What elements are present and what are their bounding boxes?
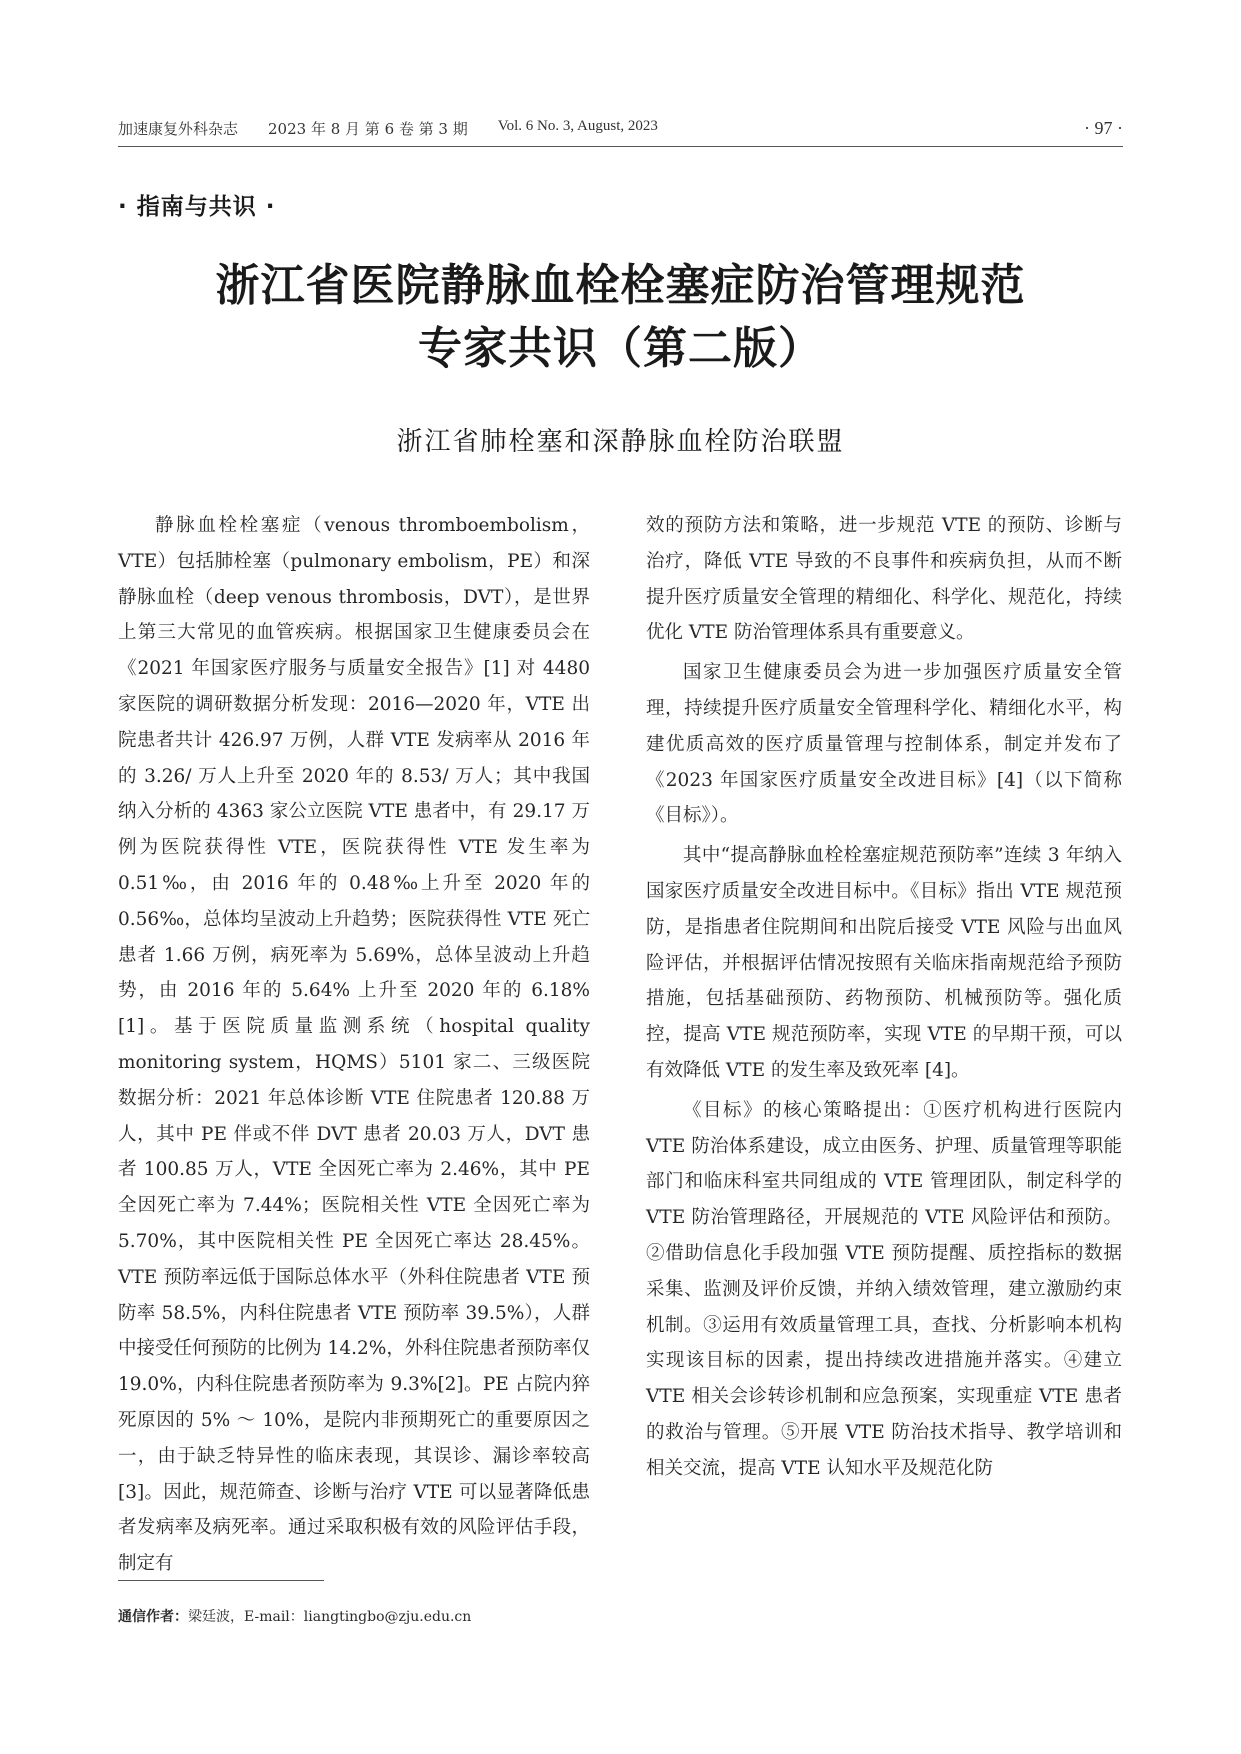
body-paragraph: 《目标》的核心策略提出：①医疗机构进行医院内 VTE 防治体系建设，成立由医务、护理、质量管理等职能部门和临床科室共同组成的 VTE 管理团队，制定科学的 VTE 防治管理路径，开展规范的 VTE 风险评估和预防。②借助信息化手段加强 VTE 预防提醒、质控指标的数据采集、监测及评价反馈，并纳入绩效管理，建立激励约束机制。③运用有效质量管理工具，查找、分析影响本机构实现该目标的因素，提出持续改进措施并落实。④建立 VTE 相关会诊转诊机制和应急预案，实现重症 VTE 患者的救治与管理。⑤开展 VTE 防治技术指导、教学培训和相关交流，提高 VTE 认知水平及规范化防 — [646, 1099, 1122, 1479]
article-title — [0, 254, 1241, 380]
right-column — [646, 508, 1122, 1487]
issue-date: 2023 年 8 月 第 6 卷 第 3 期 — [268, 120, 468, 138]
footnote — [118, 1606, 471, 1626]
running-header — [118, 118, 1123, 147]
section-label: · 指南与共识 · — [118, 194, 276, 220]
footnote-label: 通信作者： — [118, 1609, 188, 1625]
page-number: · 97 · — [1084, 118, 1123, 138]
author-line: 浙江省肺栓塞和深静脉血栓防治联盟 — [396, 427, 845, 457]
footnote-divider — [118, 1580, 324, 1581]
body-paragraph: 国家卫生健康委员会为进一步加强医疗质量安全管理，持续提升医疗质量安全管理科学化、精细化水平，构建优质高效的医疗质量管理与控制体系，制定并发布了《2023 年国家医疗质量安全改进目标》[4]（以下简称《目标》）。 — [646, 662, 1122, 827]
body-paragraph: 效的预防方法和策略，进一步规范 VTE 的预防、诊断与治疗，降低 VTE 导致的不良事件和疾病负担，从而不断提升医疗质量安全管理的精细化、科学化、规范化，持续优化 VTE 防治管理体系具有重要意义。 — [646, 515, 1122, 644]
journal-name: 加速康复外科杂志 — [118, 120, 239, 138]
footnote-text: 梁廷波，E-mail：liangtingbo@zju.edu.cn — [188, 1609, 472, 1625]
body-paragraph: 其中“提高静脉血栓栓塞症规范预防率”连续 3 年纳入国家医疗质量安全改进目标中。《目标》指出 VTE 规范预防，是指患者住院期间和出院后接受 VTE 风险与出血风险评估，并根据评估情况按照有关临床指南规范给予预防措施，包括基础预防、药物预防、机械预防等。强化质控，提高 VTE 规范预防率，实现 VTE 的早期干预，可以有效降低 VTE 的发生率及致死率 [4]。 — [646, 845, 1122, 1081]
volume-info: Vol. 6 No. 3, August, 2023 — [497, 118, 658, 134]
title-line-2: 专家共识（第二版） — [418, 323, 823, 374]
body-paragraph: 静脉血栓栓塞症（venous thromboembolism，VTE）包括肺栓塞（pulmonary embolism，PE）和深静脉血栓（deep venous thrombosis，DVT），是世界上第三大常见的血管疾病。根据国家卫生健康委员会在《2021 年国家医疗服务与质量安全报告》[1] 对 4480 家医院的调研数据分析发现：2016—2020 年，VTE 出院患者共计 426.97 万例，人群 VTE 发病率从 2016 年的 3.26/ 万人上升至 2020 年的 8.53/ 万人；其中我国纳入分析的 4363 家公立医院 VTE 患者中，有 29.17 万例为医院获得性 VTE，医院获得性 VTE 发生率为 0.51‰，由 2016 年的 0.48‰上升至 2020 年的 0.56‰，总体均呈波动上升趋势；医院获得性 VTE 死亡患者 1.66 万例，病死率为 5.69%，总体呈波动上升趋势，由 2016 年的 5.64% 上升至 2020 年的 6.18%[1]。基于医院质量监测系统（hospital quality monitoring system，HQMS）5101 家二、三级医院数据分析：2021 年总体诊断 VTE 住院患者 120.88 万人，其中 PE 伴或不伴 DVT 患者 20.03 万人，DVT 患者 100.85 万人，VTE 全因死亡率为 2.46%，其中 PE 全因死亡率为 7.44%；医院相关性 VTE 全因死亡率为 5.70%，其中医院相关性 PE 全因死亡率达 28.45%。VTE 预防率远低于国际总体水平（外科住院患者 VTE 预防率 58.5%，内科住院患者 VTE 预防率 39.5%），人群中接受任何预防的比例为 14.2%，外科住院患者预防率仅 19.0%，内科住院患者预防率为 9.3%[2]。PE 占院内猝死原因的 5% ～ 10%，是院内非预期死亡的重要原因之一，由于缺乏特异性的临床表现，其误诊、漏诊率较高 [3]。因此，规范筛查、诊断与治疗 VTE 可以显著降低患者发病率及病死率。通过采取积极有效的风险评估手段，制定有 — [118, 515, 590, 1575]
left-column — [118, 508, 590, 1582]
title-line-1: 浙江省医院静脉血栓栓塞症防治管理规范 — [215, 260, 1026, 311]
